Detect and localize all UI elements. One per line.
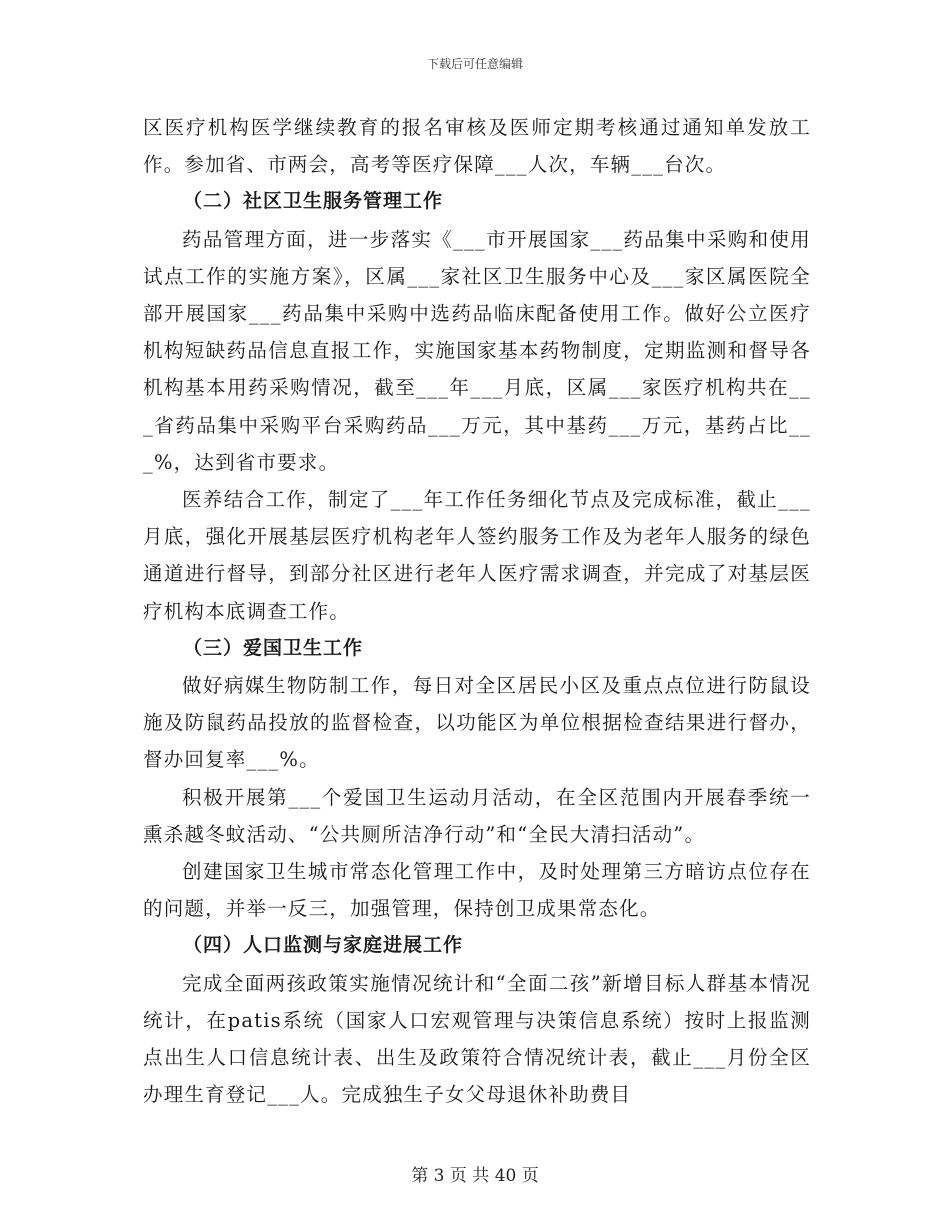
paragraph-continued: 区医疗机构医学继续教育的报名审核及医师定期考核通过通知单发放工作。参加省、市两会，高考等医疗保障___人次，车辆___台次。 <box>143 116 811 177</box>
document-body <box>143 109 811 1113</box>
section-heading-2: （二）社区卫生服务管理工作 <box>183 190 444 213</box>
section-heading-4: （四）人口监测与家庭进展工作 <box>183 934 464 957</box>
paragraph-population-monitoring: 完成全面两孩政策实施情况统计和“全面二孩”新增目标人群基本情况统计，在patis系统（国家人口宏观管理与决策信息系统）按时上报监测点出生人口信息统计表、出生及政策符合情况统计表，截止___月份全区办理生育登记___人。完成独生子女父母退休补助费目 <box>143 971 811 1107</box>
section-heading-3: （三）爱国卫生工作 <box>183 636 364 659</box>
paragraph-elderly-care: 医养结合工作，制定了___年工作任务细化节点及完成标准，截止___月底，强化开展基层医疗机构老年人签约服务工作及为老年人服务的绿色通道进行督导，到部分社区进行老年人医疗需求调查，并完成了对基层医疗机构本底调查工作。 <box>143 488 811 623</box>
header-note: 下载后可任意编辑 <box>426 57 523 71</box>
paragraph-health-city: 创建国家卫生城市常态化管理工作中，及时处理第三方暗访点位存在的问题，并举一反三，加强管理，保持创卫成果常态化。 <box>143 860 811 921</box>
page-number: 第 3 页 共 40 页 <box>411 1166 539 1186</box>
paragraph-vector-control: 做好病媒生物防制工作，每日对全区居民小区及重点点位进行防鼠设施及防鼠药品投放的监督检查，以功能区为单位根据检查结果进行督办，督办回复率___%。 <box>143 674 811 772</box>
paragraph-hygiene-month: 积极开展第___个爱国卫生运动月活动，在全区范围内开展春季统一熏杀越冬蚊活动、“公共厕所洁净行动”和“全民大清扫活动”。 <box>143 785 811 846</box>
paragraph-drug-management: 药品管理方面，进一步落实《___市开展国家___药品集中采购和使用试点工作的实施方案》，区属___家社区卫生服务中心及___家区属医院全部开展国家___药品集中采购中选药品临床配备使用工作。做好公立医疗机构短缺药品信息直报工作，实施国家基本药物制度，定期监测和督导各机构基本用药采购情况，截至___年___月底，区属___家医疗机构共在___省药品集中采购平台采购药品___万元，其中基药___万元，基药占比___%，达到省市要求。 <box>143 227 811 474</box>
